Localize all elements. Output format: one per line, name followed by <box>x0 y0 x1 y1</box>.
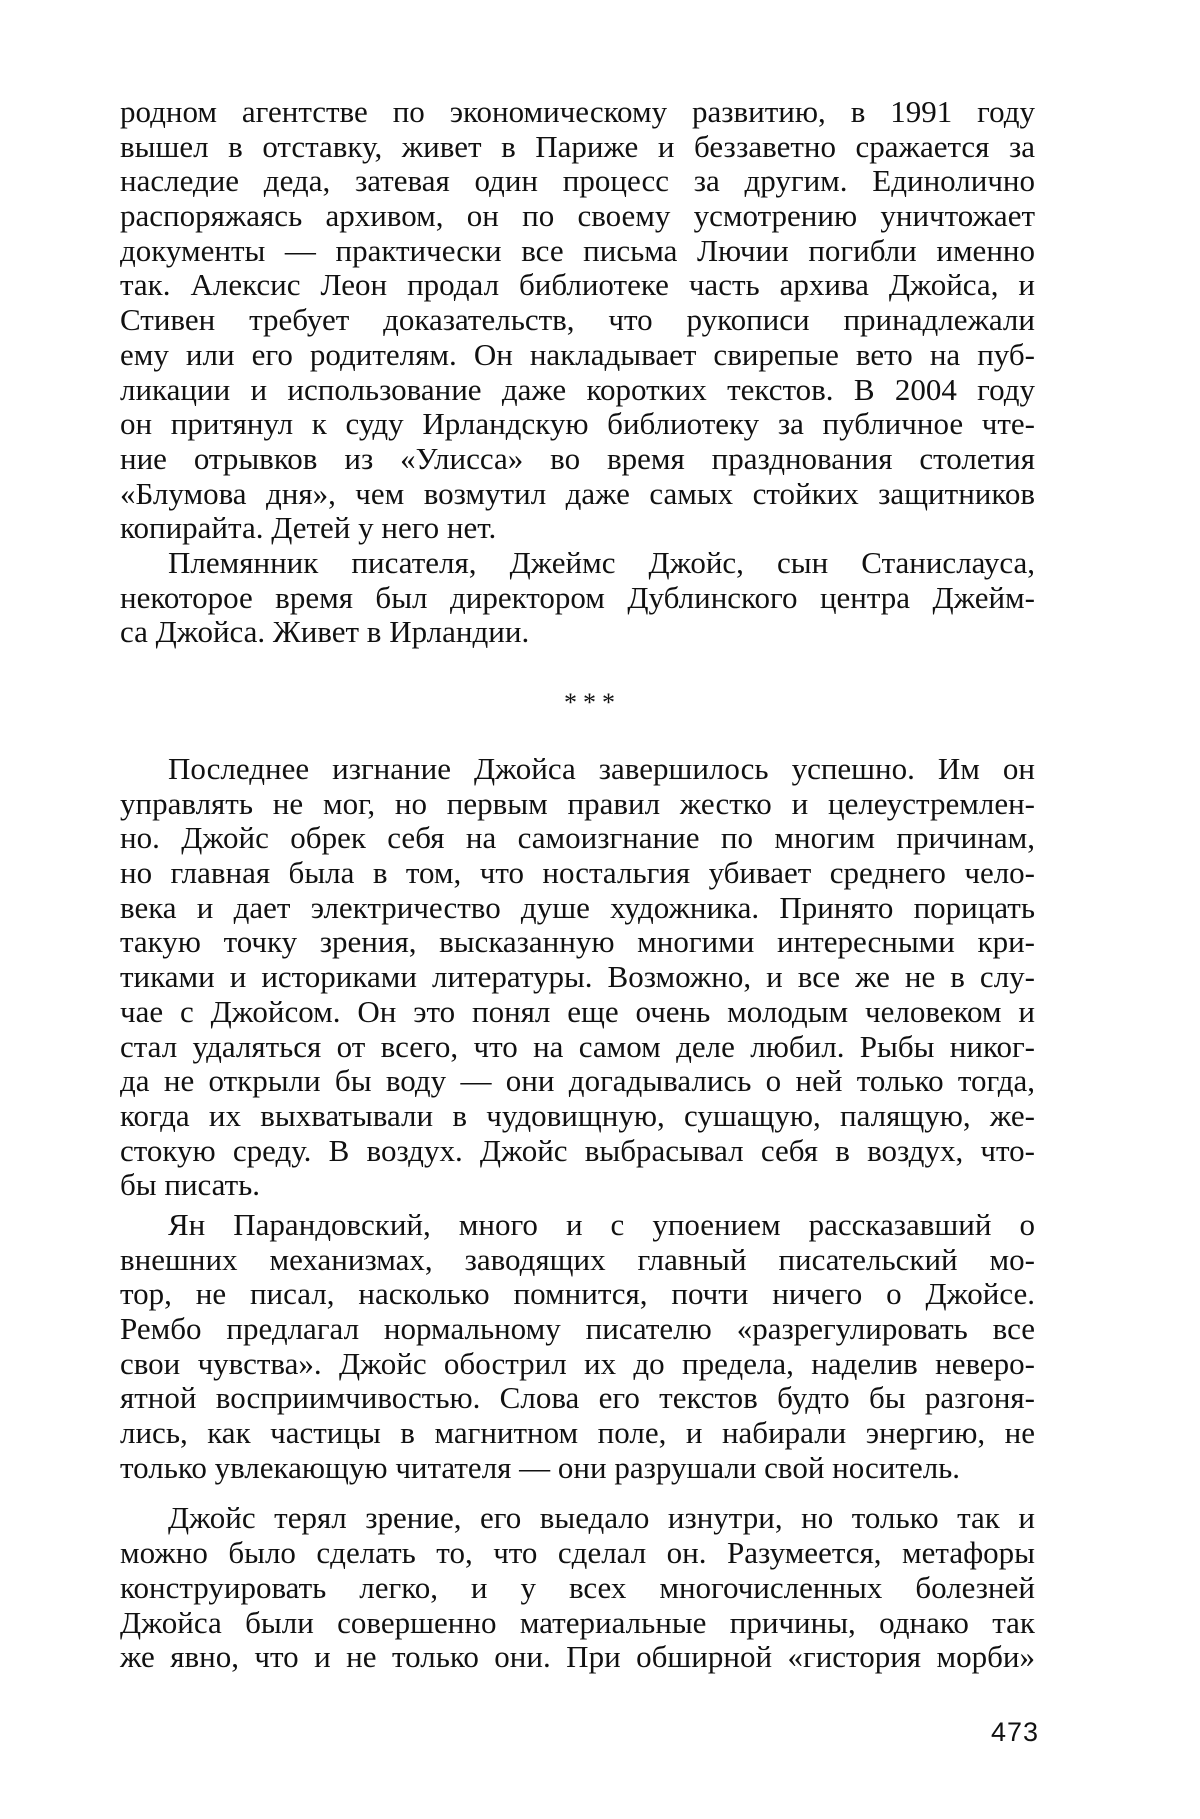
text-line: да не открыли бы воду — они догадывались о ней только тогда, <box>120 1063 1035 1099</box>
text-line: века и дает электричество душе художника. Принято порицать <box>120 889 1035 925</box>
paragraph-3 <box>120 752 1035 1203</box>
text-line: копирайта. Детей у него нет. <box>120 510 497 546</box>
text-line: внешних механизмах, заводящих главный писательский мо- <box>120 1241 1035 1277</box>
text-line: вышел в отставку, живет в Париже и беззаветно сражается за <box>120 128 1035 164</box>
text-line: свои чувства». Джойс обострил их до предела, наделив неверо- <box>120 1345 1035 1381</box>
text-line: ние отрывков из «Улисса» во время празднования столетия <box>120 440 1035 476</box>
text-line: Ян Парандовский, много и с упоением рассказавший о <box>168 1206 1035 1242</box>
paragraph-2 <box>120 546 1035 650</box>
text-line: можно было сделать то, что сделал он. Разумеется, метафоры <box>120 1535 1035 1571</box>
text-line: такую точку зрения, высказанную многими интересными кри- <box>120 924 1035 960</box>
text-line: конструировать легко, и у всех многочисленных болезней <box>120 1569 1035 1605</box>
text-line: документы — практически все письма Лючии погибли именно <box>120 232 1035 268</box>
text-line: ликации и использование даже коротких текстов. В 2004 году <box>120 371 1035 407</box>
text-line: так. Алексис Леон продал библиотеке часть архива Джойса, и <box>120 267 1035 303</box>
text-line: чае с Джойсом. Он это понял еще очень молодым человеком и <box>120 993 1035 1029</box>
text-line: Последнее изгнание Джойса завершилось успешно. Им он <box>168 751 1035 786</box>
text-line: бы писать. <box>120 1167 261 1203</box>
text-line: лись, как частицы в магнитном поле, и набирали энергию, не <box>120 1415 1035 1451</box>
page-number: 473 <box>990 1717 1039 1747</box>
text-line: Джойс терял зрение, его выедало изнутри, но только так и <box>168 1500 1035 1536</box>
text-line: но главная была в том, что ностальгия убивает среднего чело- <box>120 855 1035 891</box>
text-line: Стивен требует доказательств, что рукописи принадлежали <box>120 302 1035 338</box>
text-line: наследие деда, затевая один процесс за другим. Единолично <box>120 163 1035 199</box>
text-line: тиками и историками литературы. Возможно, и все же не в слу- <box>120 959 1035 995</box>
text-line: же явно, что и не только они. При обширной «гистория морби» <box>120 1639 1035 1675</box>
text-line: са Джойса. Живет в Ирландии. <box>120 614 530 650</box>
text-line: когда их выхватывали в чудовищную, сушащую, палящую, же- <box>120 1097 1035 1133</box>
text-line: родном агентстве по экономическому развитию, в 1991 году <box>120 94 1035 129</box>
text-line: распоряжаясь архивом, он по своему усмотрению уничтожает <box>120 198 1035 234</box>
text-line: Джойса были совершенно материальные причины, однако так <box>120 1604 1035 1640</box>
text-line: ему или его родителям. Он накладывает свирепые вето на пуб- <box>120 336 1035 372</box>
text-line: Племянник писателя, Джеймс Джойс, сын Станислауса, <box>168 544 1035 580</box>
text-line: он притянул к суду Ирландскую библиотеку за публичное чте- <box>120 406 1035 442</box>
text-line: управлять не мог, но первым правил жестко и целеустремлен- <box>120 785 1035 821</box>
text-line: некоторое время был директором Дублинского центра Джейм- <box>120 579 1035 615</box>
paragraph-4 <box>120 1208 1035 1486</box>
text-line: но. Джойс обрек себя на самоизгнание по многим причинам, <box>120 820 1035 856</box>
text-line: стокую среду. В воздух. Джойс выбрасывал себя в воздух, что- <box>120 1132 1035 1168</box>
text-line: Рембо предлагал нормальному писателю «разрегулировать все <box>120 1311 1035 1346</box>
text-line: стал удаляться от всего, что на самом деле любил. Рыбы никог- <box>120 1028 1035 1064</box>
text-line: только увлекающую читателя — они разрушали свой носитель. <box>120 1449 961 1485</box>
text-line: «Блумова дня», чем возмутил даже самых стойких защитников <box>120 475 1035 511</box>
text-line: ятной восприимчивостью. Слова его текстов будто бы разгоня- <box>120 1380 1035 1416</box>
section-separator: *** <box>564 688 621 717</box>
paragraph-1 <box>120 95 1035 546</box>
book-page-text <box>120 95 1035 1675</box>
paragraph-5 <box>120 1501 1035 1674</box>
text-line: тор, не писал, насколько помнится, почти ничего о Джойсе. <box>120 1276 1035 1312</box>
